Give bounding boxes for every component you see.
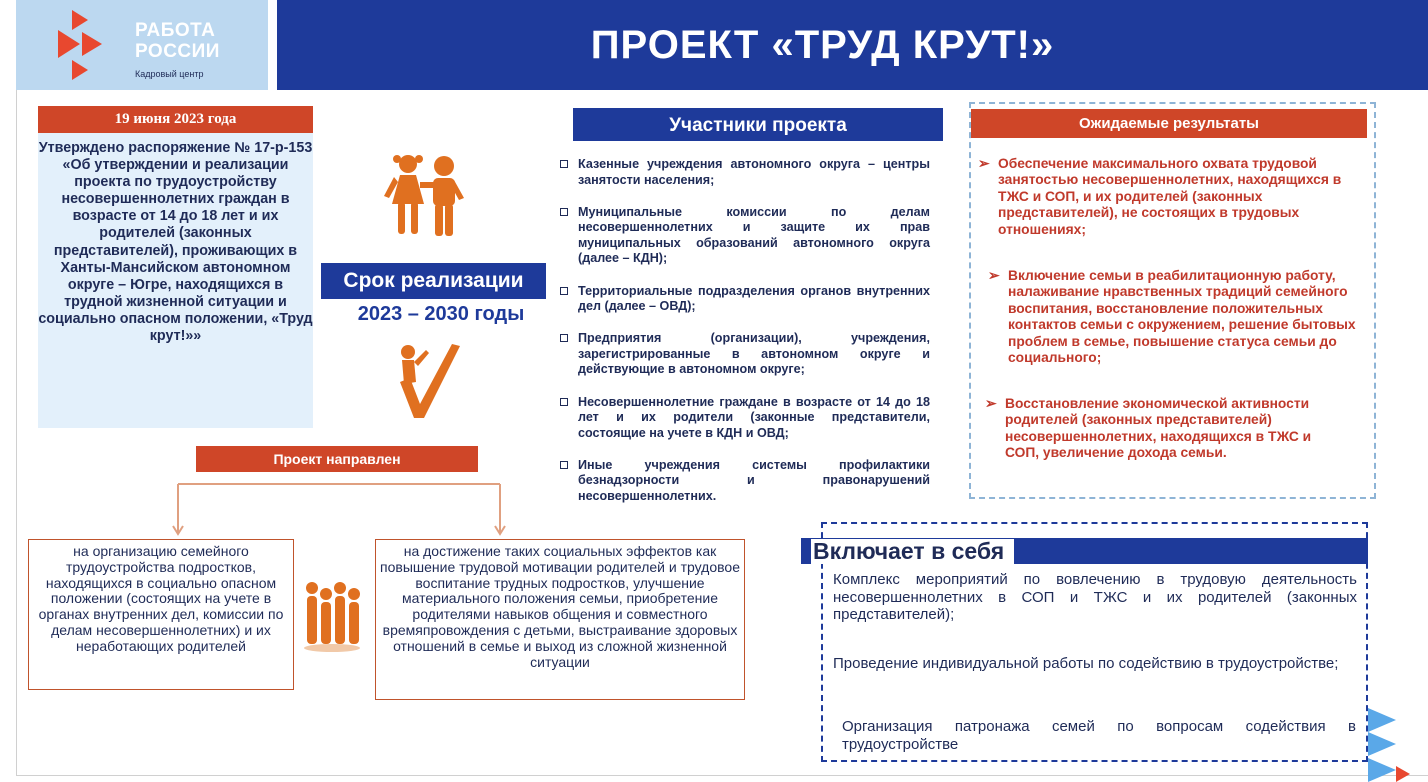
children-icon	[378, 152, 474, 238]
participants-list	[560, 157, 930, 521]
decree-date: 19 июня 2023 года	[38, 106, 313, 133]
logo-line-2: РОССИИ	[135, 41, 220, 62]
term-label: Срок реализации	[321, 263, 546, 299]
direction-label: Проект направлен	[196, 446, 478, 472]
direction-left-box: на организацию семейного трудоустройства подростков, находящихся в социально опасном положении (состоящих на учете в органах внутренних дел, комиссии по делам несовершеннолетних) и их неработающих родителей	[28, 539, 294, 690]
direction-connectors	[170, 476, 510, 540]
arrow-bullet-icon: ➢	[978, 156, 990, 171]
logo-title	[135, 20, 265, 62]
logo-subtitle: Кадровый центр	[135, 69, 204, 79]
logo-line-1: РАБОТА	[135, 20, 216, 41]
results-label: Ожидаемые результаты	[971, 109, 1367, 138]
participants-label: Участники проекта	[573, 108, 943, 141]
arrow-bullet-icon: ➢	[988, 268, 1000, 283]
list-item: Несовершеннолетние граждане в возрасте от 14 до 18 лет и их родители (законные представители, состоящие на учете в КДН и ОВД;	[560, 395, 930, 442]
direction-right-box: на достижение таких социальных эффектов как повышение трудовой мотивации родителей и трудовое воспитание трудных подростков, улучшение материального положения семьи, приобретение родителями навыков общения и совместного времяпровождения с детьми, выстраивание здоровых отношений в семье и выход из сложной жизненной ситуации	[375, 539, 745, 700]
square-bullet-icon	[560, 398, 568, 406]
corner-arrows-icon	[1366, 706, 1426, 782]
list-item: Предприятия (организации), учреждения, зарегистрированные в автономном округе и действующие в автономном округе;	[560, 331, 930, 378]
result-item: ➢ Включение семьи в реабилитационную работу, налаживание нравственных традиций семейного воспитания, восстановление положительных контактов семьи с окружением, решение бытовых проблем в семье, повышение статуса семьи до социального;	[988, 268, 1356, 366]
square-bullet-icon	[560, 208, 568, 216]
decree-text: Утверждено распоряжение № 17-р-153 «Об утверждении и реализации проекта по трудоустройству несовершеннолетних граждан в возрасте от 14 до 18 лет и их родителей (законных представителей), проживающих в Ханты-Мансийском автономном округе – Югре, находящихся в трудной жизненной ситуации и социально опасном положении, «Труд крут!»»	[38, 133, 313, 428]
header-bar	[277, 0, 1428, 90]
square-bullet-icon	[560, 334, 568, 342]
list-item: Муниципальные комиссии по делам несовершеннолетних и защите их прав муниципальных образований автономного округа (далее – КДН);	[560, 205, 930, 267]
page-title: ПРОЕКТ «ТРУД КРУТ!»	[590, 22, 1055, 67]
arrow-bullet-icon: ➢	[985, 396, 997, 411]
list-item: Территориальные подразделения органов внутренних дел (далее – ОВД);	[560, 284, 930, 315]
result-item: ➢ Обеспечение максимального охвата трудовой занятостью несовершеннолетних, находящихся в ТЖС и СОП, и их родителей (законных представителей), не состоящих в трудовых отношениях;	[978, 156, 1342, 237]
result-item: ➢ Восстановление экономической активности родителей (законных представителей) несовершеннолетних, находящихся в ТЖС и СОП, увеличение дохода семьи.	[985, 396, 1312, 461]
team-figures-icon	[300, 578, 364, 654]
includes-item: Комплекс мероприятий по вовлечению в трудовую деятельность несовершеннолетних в СОП и ТЖС и их родителей (законных представителей);	[833, 571, 1357, 623]
includes-label: Включает в себя	[811, 539, 1014, 564]
list-item: Казенные учреждения автономного округа – центры занятости населения;	[560, 157, 930, 188]
list-item: Иные учреждения системы профилактики безнадзорности и правонарушений несовершеннолетних.	[560, 458, 930, 505]
includes-item: Организация патронажа семей по вопросам содействия в трудоустройстве	[842, 718, 1356, 753]
square-bullet-icon	[560, 287, 568, 295]
term-years: 2023 – 2030 годы	[357, 303, 525, 325]
square-bullet-icon	[560, 160, 568, 168]
includes-item: Проведение индивидуальной работы по содействию в трудоустройстве;	[833, 655, 1339, 672]
checkmark-figure-icon	[396, 342, 464, 428]
square-bullet-icon	[560, 461, 568, 469]
logo-arrows-icon	[58, 10, 128, 82]
